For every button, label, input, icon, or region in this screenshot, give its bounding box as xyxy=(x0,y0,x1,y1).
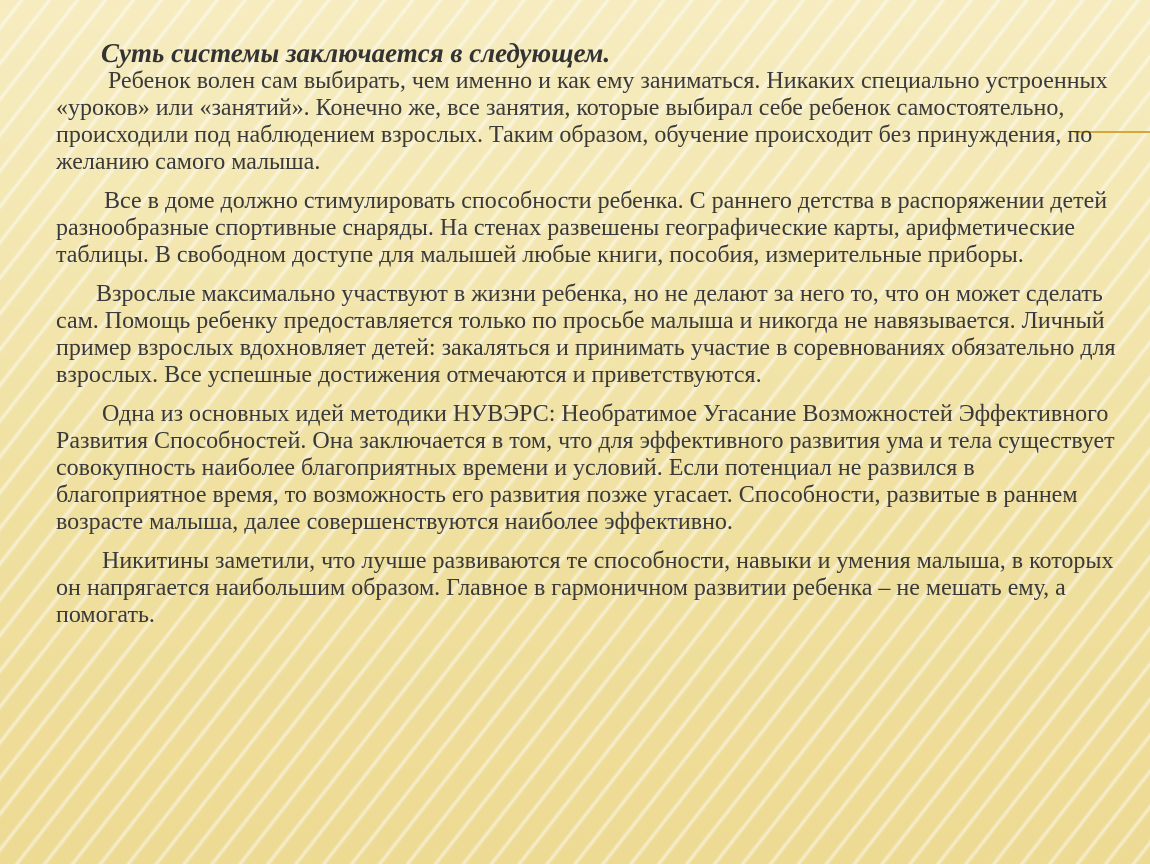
paragraph-home-environment: Все в доме должно стимулировать способности ребенка. С раннего детства в распоряжении детей разнообразные спортивные снаряды. На стенах развешены географические карты, арифметические таблицы. В свободном доступе для малышей любые книги, пособия, измерительные приборы. xyxy=(56,188,1108,268)
paragraph-free-choice: Ребенок волен сам выбирать, чем именно и как ему заниматься. Никаких специально устроенных «уроков» или «занятий». Конечно же, все занятия, которые выбирал себе ребенок самостоятельно, происходили под наблюдением взрослых. Таким образом, обучение происходит без принуждения, по желанию самого малыша. xyxy=(56,68,1108,175)
slide-content xyxy=(56,38,1126,629)
slide-heading: Суть системы заключается в следующем. xyxy=(101,38,611,68)
paragraph-nuvers-idea: Одна из основных идей методики НУВЭРС: Необратимое Угасание Возможностей Эффективного Развития Способностей. Она заключается в том, что для эффективного развития ума и тела существует совокупность наиболее благоприятных времени и условий. Если потенциал не развился в благоприятное время, то возможность его развития позже угасает. Способности, развитые в раннем возрасте малыша, далее совершенствуются наиболее эффективно. xyxy=(56,401,1115,535)
paragraph-adult-participation: Взрослые максимально участвуют в жизни ребенка, но не делают за него то, что он может сделать сам. Помощь ребенку предоставляется только по просьбе малыша и никогда не навязывается. Личный пример взрослых вдохновляет детей: закаляться и принимать участие в соревнованиях обязательно для взрослых. Все успешные достижения отмечаются и приветствуются. xyxy=(56,281,1116,388)
paragraph-conclusion: Никитины заметили, что лучше развиваются те способности, навыки и умения малыша, в которых он напрягается наибольшим образом. Главное в гармоничном развитии ребенка – не мешать ему, а помогать. xyxy=(56,548,1114,628)
